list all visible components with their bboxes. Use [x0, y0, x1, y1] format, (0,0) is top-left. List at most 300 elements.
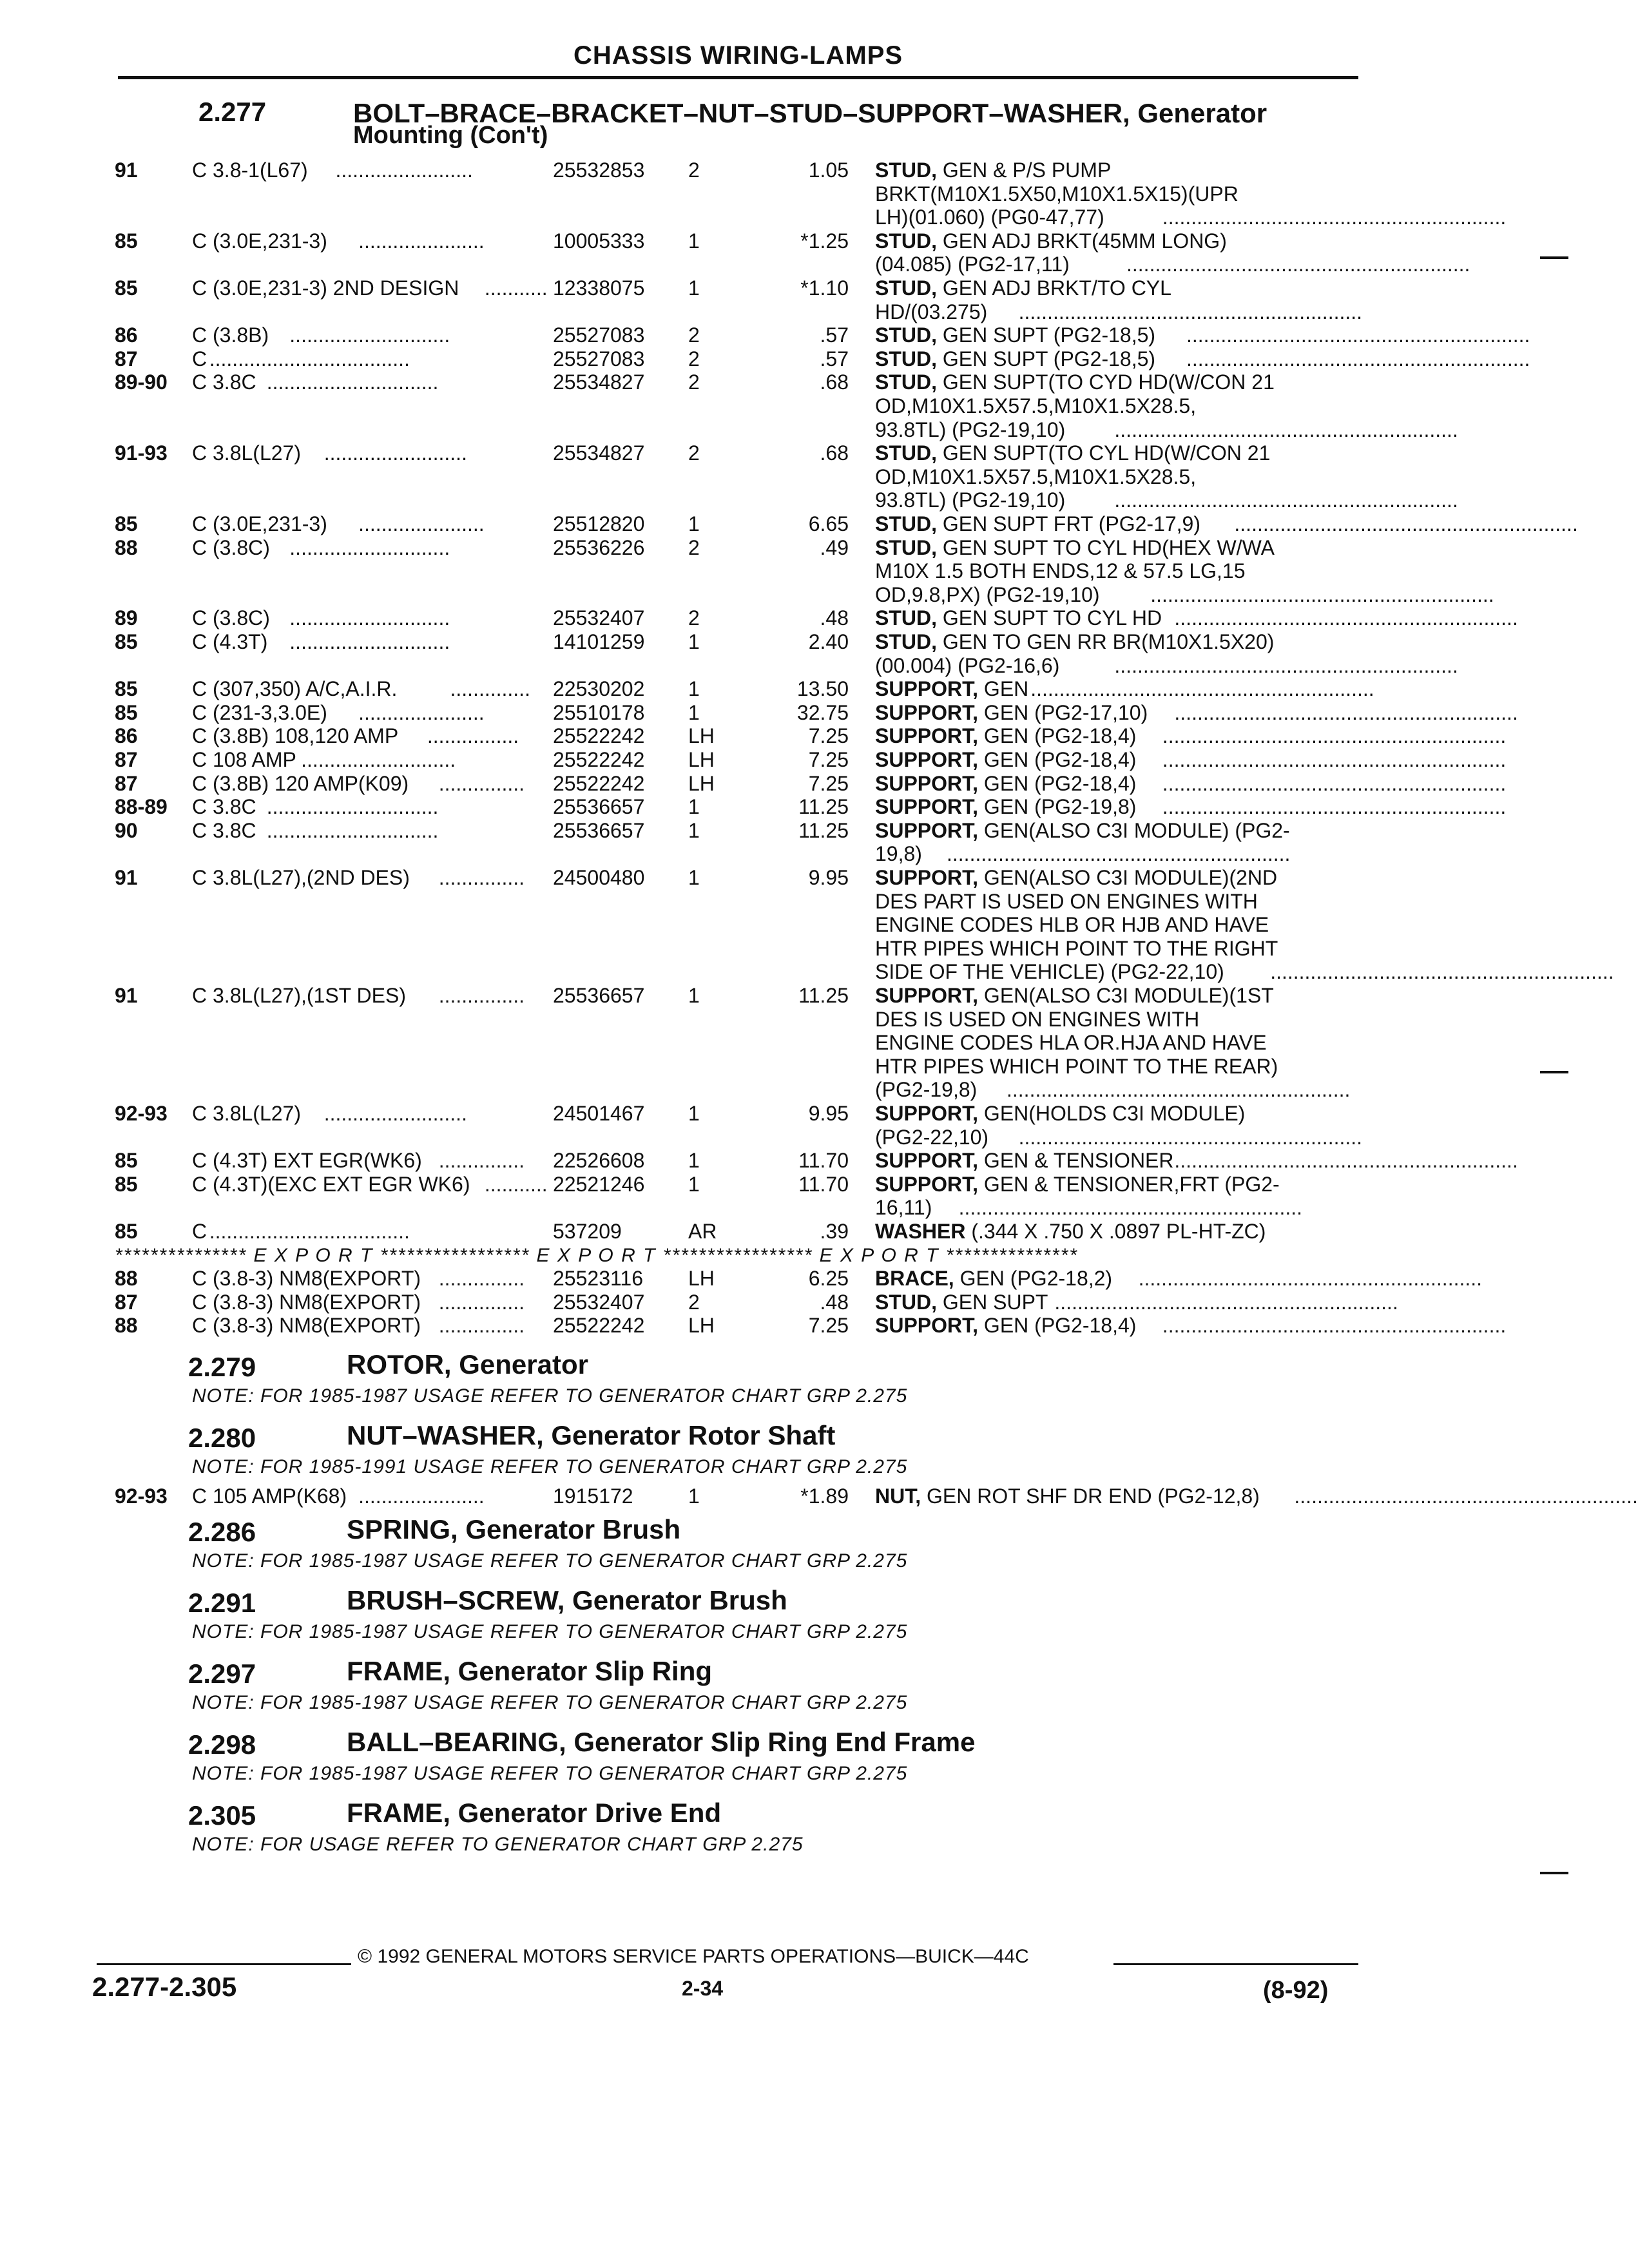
row-item-name: STUD, — [875, 229, 937, 253]
row-item-name: BRACE, — [875, 1267, 954, 1291]
row-year: 85 — [115, 700, 138, 724]
row-item-name: SUPPORT, — [875, 795, 979, 819]
row-year: 88-89 — [115, 795, 168, 819]
row-year: 91 — [115, 866, 138, 889]
row-part-number: 25523116 — [553, 1267, 643, 1291]
model-dot-leader: ............... — [432, 1290, 525, 1314]
row-price: 11.70 — [798, 1172, 849, 1196]
row-price: 6.65 — [808, 512, 849, 535]
row-quantity: 1 — [688, 276, 700, 300]
row-part-number: 22526608 — [553, 1149, 645, 1173]
description-dot-leader: ............................................................ — [1162, 206, 1507, 229]
group-number: 2.298 — [188, 1729, 256, 1760]
row-description-cont — [875, 1055, 1278, 1079]
row-model: C (3.8-3) NM8(EXPORT) — [192, 1314, 421, 1338]
row-part-number: 25527083 — [553, 323, 645, 347]
row-description-cont — [875, 1078, 977, 1102]
row-description — [875, 984, 1274, 1008]
row-item-name: SUPPORT, — [875, 700, 979, 724]
row-description-cont — [875, 890, 1258, 914]
row-description-text: GEN (PG2-18,2) — [954, 1267, 1113, 1291]
model-dot-leader: ................ — [421, 724, 519, 748]
row-year: 86 — [115, 724, 138, 748]
row-part-number: 24500480 — [553, 866, 645, 889]
footer-date: (8-92) — [1263, 1977, 1329, 2004]
row-year: 89 — [115, 606, 138, 630]
row-description-cont — [875, 394, 1196, 418]
row-quantity: 1 — [688, 1485, 700, 1508]
row-model: C (3.8C) — [192, 535, 270, 559]
model-dot-leader: .............................. — [260, 370, 439, 394]
row-quantity: 2 — [688, 1290, 700, 1314]
row-quantity: LH — [688, 771, 715, 795]
row-quantity: 1 — [688, 1102, 700, 1125]
row-price: 2.40 — [808, 630, 849, 653]
row-description-cont — [875, 1126, 988, 1149]
description-dot-leader: ............................................................ — [1138, 1267, 1483, 1291]
row-year: 85 — [115, 630, 138, 653]
row-part-number: 25522242 — [553, 748, 645, 771]
group-title: ROTOR, Generator — [347, 1349, 588, 1379]
row-description-text: GEN ROT SHF DR END (PG2-12,8) — [921, 1485, 1260, 1508]
row-description-text: GEN (PG2-17,10) — [978, 700, 1148, 724]
row-quantity: 2 — [688, 159, 700, 182]
model-dot-leader: ............... — [432, 984, 525, 1007]
row-description-text: GEN (PG2-18,4) — [978, 724, 1137, 748]
group-note: NOTE: FOR 1985-1987 USAGE REFER TO GENERATOR CHART GRP 2.275 — [192, 1385, 908, 1407]
row-description-text: GEN TO GEN RR BR(M10X1.5X20) — [937, 630, 1275, 653]
row-description — [875, 370, 1275, 394]
row-description-text: GEN(ALSO C3I MODULE)(1ST — [978, 984, 1274, 1007]
description-dot-leader: ............................................................ — [1174, 1149, 1518, 1173]
row-part-number: 25534827 — [553, 370, 645, 394]
row-year: 88 — [115, 1314, 138, 1338]
row-year: 92-93 — [115, 1485, 168, 1508]
row-model: C (3.8B) — [192, 323, 269, 347]
group-number: 2.277 — [198, 97, 267, 127]
row-description-text: OD,9.8,PX) (PG2-19,10) — [875, 582, 1100, 606]
row-quantity: 1 — [688, 229, 700, 253]
row-item-name: SUPPORT, — [875, 771, 979, 795]
row-description-text: GEN & P/S PUMP — [937, 159, 1112, 182]
row-year: 85 — [115, 229, 138, 253]
row-price: .48 — [820, 606, 849, 630]
row-description-text: GEN SUPT FRT (PG2-17,9) — [937, 512, 1200, 535]
model-dot-leader: ............................ — [284, 323, 450, 347]
row-description-text: GEN ADJ BRKT/TO CYL — [937, 276, 1171, 300]
row-description-text: HD/(03.275) — [875, 300, 988, 323]
row-year: 86 — [115, 323, 138, 347]
row-item-name: SUPPORT, — [875, 1102, 979, 1125]
row-description-text: (PG2-19,8) — [875, 1078, 978, 1102]
row-year: 87 — [115, 748, 138, 771]
description-dot-leader: ............................................................ — [1018, 300, 1363, 323]
row-description-text: GEN SUPT — [937, 1290, 1048, 1314]
model-dot-leader: .............................. — [260, 818, 439, 842]
row-model: C 3.8L(L27) — [192, 1102, 301, 1125]
row-model: C 3.8-1(L67) — [192, 159, 308, 182]
row-quantity: 2 — [688, 441, 700, 465]
row-description-cont — [875, 465, 1196, 489]
row-description — [875, 701, 1148, 725]
row-year: 88 — [115, 535, 138, 559]
row-price: 1.05 — [808, 159, 849, 182]
description-dot-leader: ............................................................ — [1294, 1485, 1638, 1508]
description-dot-leader: ............................................................ — [1174, 606, 1518, 630]
row-model: C (3.8B) 120 AMP(K09) — [192, 771, 409, 795]
description-dot-leader: ............................................................ — [1162, 795, 1507, 819]
footer-page-number: 2-34 — [682, 1977, 724, 2000]
row-item-name: NUT, — [875, 1485, 921, 1508]
row-part-number: 25512820 — [553, 512, 645, 535]
row-price: *1.25 — [800, 229, 849, 253]
row-item-name: SUPPORT, — [875, 984, 979, 1007]
description-dot-leader: ............................................................ — [1114, 488, 1458, 512]
model-dot-leader: ............... — [432, 771, 525, 795]
row-price: 9.95 — [808, 1102, 849, 1125]
row-description-cont — [875, 937, 1278, 961]
row-year: 87 — [115, 1290, 138, 1314]
row-description — [875, 630, 1274, 654]
row-part-number: 25536657 — [553, 818, 645, 842]
model-dot-leader: ............................ — [284, 630, 450, 653]
description-dot-leader: ............................................................ — [1007, 1078, 1351, 1102]
row-model: C 3.8C — [192, 370, 256, 394]
row-model: C (4.3T) — [192, 630, 268, 653]
row-description-text: SIDE OF THE VEHICLE) (PG2-22,10) — [875, 960, 1224, 984]
row-item-name: SUPPORT, — [875, 818, 979, 842]
row-price: 11.70 — [798, 1149, 849, 1173]
row-year: 85 — [115, 276, 138, 300]
row-description — [875, 441, 1270, 465]
row-description-text: 93.8TL) (PG2-19,10) — [875, 488, 1066, 512]
row-model: C 3.8C — [192, 818, 256, 842]
row-description — [875, 1220, 1266, 1244]
description-dot-leader: ............................................................ — [1054, 1290, 1398, 1314]
row-price: 7.25 — [808, 724, 849, 748]
description-dot-leader: ............................................................ — [1162, 1314, 1507, 1338]
row-price: 6.25 — [808, 1267, 849, 1291]
row-description-text: 16,11) — [875, 1196, 932, 1220]
footer-copyright: © 1992 GENERAL MOTORS SERVICE PARTS OPERATIONS—BUICK—44C — [358, 1946, 1029, 1967]
row-part-number: 10005333 — [553, 229, 645, 253]
row-quantity: 1 — [688, 630, 700, 653]
row-quantity: LH — [688, 1314, 715, 1338]
row-description — [875, 276, 1171, 300]
row-price: .48 — [820, 1290, 849, 1314]
row-description-cont — [875, 913, 1269, 937]
row-description-text: GEN SUPT (PG2-18,5) — [937, 323, 1156, 347]
description-dot-leader: ............................................................ — [1174, 700, 1518, 724]
row-description-text: DES IS USED ON ENGINES WITH — [875, 1007, 1200, 1031]
row-description — [875, 1314, 1136, 1338]
row-description-text: GEN & TENSIONER — [978, 1149, 1174, 1173]
row-model: C 3.8L(L27),(1ST DES) — [192, 984, 406, 1007]
row-description-text: (PG2-22,10) — [875, 1125, 989, 1149]
row-price: *1.89 — [800, 1485, 849, 1508]
row-description-text: (04.085) (PG2-17,11) — [875, 253, 1070, 276]
row-year: 89-90 — [115, 370, 168, 394]
row-year: 87 — [115, 771, 138, 795]
row-part-number: 12338075 — [553, 276, 645, 300]
row-description-text: HTR PIPES WHICH POINT TO THE REAR) — [875, 1054, 1278, 1078]
group-note: NOTE: FOR 1985-1987 USAGE REFER TO GENERATOR CHART GRP 2.275 — [192, 1550, 908, 1571]
row-description-text: (.344 X .750 X .0897 PL-HT-ZC) — [965, 1220, 1266, 1243]
row-model: C 105 AMP(K68) — [192, 1485, 347, 1508]
row-description-text: (00.004) (PG2-16,6) — [875, 653, 1060, 677]
description-dot-leader: ............................................................ — [1018, 1125, 1363, 1149]
description-dot-leader: ............................................................ — [1162, 748, 1507, 771]
row-model: C (3.8C) — [192, 606, 270, 630]
row-description-text: GEN SUPT(TO CYD HD(W/CON 21 — [937, 370, 1275, 394]
row-model: C (3.0E,231-3) — [192, 512, 327, 535]
row-quantity: 1 — [688, 700, 700, 724]
row-description — [875, 866, 1277, 890]
header-rule — [118, 76, 1358, 79]
row-part-number: 22521246 — [553, 1172, 645, 1196]
group-number: 2.286 — [188, 1517, 256, 1547]
row-price: *1.10 — [800, 276, 849, 300]
row-description-text: HTR PIPES WHICH POINT TO THE RIGHT — [875, 936, 1278, 960]
row-description-text: GEN ADJ BRKT(45MM LONG) — [937, 229, 1227, 253]
row-year: 91 — [115, 159, 138, 182]
group-number: 2.291 — [188, 1588, 256, 1618]
row-quantity: LH — [688, 748, 715, 771]
group-title: BALL–BEARING, Generator Slip Ring End Frame — [347, 1727, 976, 1757]
row-quantity: LH — [688, 724, 715, 748]
description-dot-leader: ............................................................ — [1114, 418, 1458, 441]
row-description — [875, 347, 1155, 371]
row-item-name: STUD, — [875, 441, 937, 465]
row-part-number: 25536226 — [553, 535, 645, 559]
row-description — [875, 748, 1136, 772]
row-description — [875, 1485, 1260, 1508]
model-dot-leader: ...................... — [352, 700, 485, 724]
row-model: C (231-3,3.0E) — [192, 700, 327, 724]
row-description — [875, 1173, 1280, 1196]
description-dot-leader: ............................................................ — [958, 1196, 1303, 1220]
row-price: .57 — [820, 347, 849, 370]
row-description — [875, 795, 1136, 819]
model-dot-leader: ........... — [479, 276, 548, 300]
row-price: 11.25 — [798, 818, 849, 842]
description-dot-leader: ............................................................ — [947, 842, 1291, 866]
row-description-cont — [875, 206, 1104, 229]
model-dot-leader: ............................ — [284, 535, 450, 559]
row-year: 91-93 — [115, 441, 168, 465]
footer-rule-right — [1113, 1963, 1358, 1965]
row-item-name: STUD, — [875, 1290, 937, 1314]
model-dot-leader: ............... — [432, 866, 525, 889]
row-description — [875, 536, 1275, 560]
row-part-number: 25532853 — [553, 159, 645, 182]
row-price: .57 — [820, 323, 849, 347]
model-dot-leader: ............... — [432, 1267, 525, 1291]
group-title: FRAME, Generator Slip Ring — [347, 1656, 713, 1686]
row-item-name: STUD, — [875, 159, 937, 182]
row-part-number: 25522242 — [553, 1314, 645, 1338]
row-description-text: GEN SUPT TO CYL HD(HEX W/WA — [937, 535, 1275, 559]
row-price: .68 — [820, 370, 849, 394]
row-description-text: BRKT(M10X1.5X50,M10X1.5X15)(UPR — [875, 182, 1238, 206]
row-description-cont — [875, 1196, 932, 1220]
row-part-number: 24501467 — [553, 1102, 645, 1125]
row-description-text: M10X 1.5 BOTH ENDS,12 & 57.5 LG,15 — [875, 559, 1246, 583]
row-item-name: SUPPORT, — [875, 866, 979, 889]
margin-mark — [1540, 1872, 1568, 1874]
row-description — [875, 677, 1028, 701]
group-number: 2.280 — [188, 1423, 256, 1453]
row-part-number: 25536657 — [553, 984, 645, 1007]
row-item-name: STUD, — [875, 606, 937, 630]
row-description — [875, 1102, 1245, 1126]
margin-mark — [1540, 256, 1568, 259]
row-item-name: STUD, — [875, 370, 937, 394]
row-quantity: 1 — [688, 1149, 700, 1173]
row-part-number: 25522242 — [553, 771, 645, 795]
row-description-text: GEN(ALSO C3I MODULE)(2ND — [978, 866, 1278, 889]
group-title: FRAME, Generator Drive End — [347, 1798, 722, 1828]
description-dot-leader: ............................................................ — [1150, 582, 1494, 606]
row-model: C (3.0E,231-3) 2ND DESIGN — [192, 276, 459, 300]
row-year: 85 — [115, 677, 138, 701]
row-model: C — [192, 1220, 207, 1243]
row-description-text: LH)(01.060) (PG0-47,77) — [875, 206, 1104, 229]
row-quantity: 2 — [688, 606, 700, 630]
row-part-number: 25532407 — [553, 606, 645, 630]
row-price: 7.25 — [808, 748, 849, 771]
row-description-text: DES PART IS USED ON ENGINES WITH — [875, 889, 1258, 913]
row-description-text: GEN SUPT(TO CYL HD(W/CON 21 — [937, 441, 1271, 465]
model-dot-leader: ........................... — [295, 748, 456, 771]
row-description-cont — [875, 1008, 1199, 1032]
model-dot-leader: ............................ — [284, 606, 450, 630]
row-model: C (4.3T) EXT EGR(WK6) — [192, 1149, 422, 1173]
row-item-name: SUPPORT, — [875, 677, 979, 701]
row-year: 90 — [115, 818, 138, 842]
row-description-cont — [875, 1031, 1267, 1055]
row-model: C (3.8B) 108,120 AMP — [192, 724, 399, 748]
row-price: 13.50 — [796, 677, 849, 701]
row-description-text: 19,8) — [875, 842, 922, 866]
row-item-name: STUD, — [875, 512, 937, 535]
model-dot-leader: ......................... — [318, 1102, 467, 1125]
row-description-text: GEN(HOLDS C3I MODULE) — [978, 1102, 1246, 1125]
row-year: 85 — [115, 512, 138, 535]
row-item-name: SUPPORT, — [875, 1149, 979, 1173]
group-note: NOTE: FOR 1985-1987 USAGE REFER TO GENERATOR CHART GRP 2.275 — [192, 1692, 908, 1713]
row-price: .68 — [820, 441, 849, 465]
row-model: C (307,350) A/C,A.I.R. — [192, 677, 398, 701]
row-description-cont — [875, 418, 1065, 442]
row-part-number: 14101259 — [553, 630, 645, 653]
row-part-number: 25534827 — [553, 441, 645, 465]
row-description-cont — [875, 559, 1246, 583]
row-part-number: 1915172 — [553, 1485, 633, 1508]
row-quantity: 1 — [688, 795, 700, 819]
margin-mark — [1540, 1071, 1568, 1073]
row-part-number: 25522242 — [553, 724, 645, 748]
row-description-cont — [875, 654, 1059, 678]
row-description — [875, 724, 1136, 748]
model-dot-leader: .............................. — [260, 795, 439, 819]
row-description-text: GEN & TENSIONER,FRT (PG2- — [978, 1172, 1280, 1196]
row-part-number: 537209 — [553, 1220, 622, 1243]
footer-rule-left — [97, 1963, 351, 1965]
group-note: NOTE: FOR USAGE REFER TO GENERATOR CHART GRP 2.275 — [192, 1834, 804, 1855]
row-description-text: ENGINE CODES HLB OR HJB AND HAVE — [875, 913, 1269, 937]
row-description — [875, 1267, 1112, 1291]
description-dot-leader: ............................................................ — [1186, 323, 1530, 347]
model-dot-leader: ............... — [432, 1314, 525, 1338]
row-year: 92-93 — [115, 1102, 168, 1125]
row-quantity: 1 — [688, 1172, 700, 1196]
row-item-name: STUD, — [875, 630, 937, 653]
row-quantity: LH — [688, 1267, 715, 1291]
description-dot-leader: ............................................................ — [1126, 253, 1470, 276]
row-item-name: SUPPORT, — [875, 724, 979, 748]
row-price: 7.25 — [808, 771, 849, 795]
row-quantity: 2 — [688, 347, 700, 370]
group-title: BRUSH–SCREW, Generator Brush — [347, 1585, 787, 1615]
model-dot-leader: ........... — [479, 1172, 548, 1196]
description-dot-leader: ............................................................ — [1114, 653, 1458, 677]
row-part-number: 25532407 — [553, 1290, 645, 1314]
description-dot-leader: ............................................................ — [1234, 512, 1578, 535]
row-description-text: 93.8TL) (PG2-19,10) — [875, 418, 1066, 441]
row-model: C 3.8C — [192, 795, 256, 819]
row-description — [875, 323, 1155, 347]
row-description-text: GEN (PG2-18,4) — [978, 1314, 1137, 1338]
group-note: NOTE: FOR 1985-1991 USAGE REFER TO GENERATOR CHART GRP 2.275 — [192, 1456, 908, 1477]
row-description — [875, 819, 1290, 843]
row-description — [875, 772, 1136, 796]
group-number: 2.279 — [188, 1352, 256, 1382]
model-dot-leader: ........................ — [329, 159, 473, 182]
model-dot-leader: ................................... — [203, 1220, 410, 1243]
row-item-name: STUD, — [875, 347, 937, 370]
row-part-number: 25510178 — [553, 700, 645, 724]
row-price: .39 — [820, 1220, 849, 1243]
row-description-text: OD,M10X1.5X57.5,M10X1.5X28.5, — [875, 394, 1197, 418]
row-description-cont — [875, 300, 987, 324]
row-description-cont — [875, 842, 922, 866]
row-quantity: 2 — [688, 535, 700, 559]
row-description — [875, 1291, 1048, 1314]
row-model: C 108 AMP — [192, 748, 296, 771]
row-quantity: 1 — [688, 866, 700, 889]
row-part-number: 22530202 — [553, 677, 645, 701]
group-note: NOTE: FOR 1985-1987 USAGE REFER TO GENERATOR CHART GRP 2.275 — [192, 1763, 908, 1784]
row-year: 85 — [115, 1220, 138, 1243]
row-description — [875, 229, 1227, 253]
row-model: C (3.0E,231-3) — [192, 229, 327, 253]
row-year: 85 — [115, 1149, 138, 1173]
row-description-cont — [875, 960, 1224, 984]
row-model: C 3.8L(L27),(2ND DES) — [192, 866, 410, 889]
row-quantity: 1 — [688, 677, 700, 701]
row-description-text: OD,M10X1.5X57.5,M10X1.5X28.5, — [875, 465, 1197, 488]
row-item-name: SUPPORT, — [875, 748, 979, 771]
export-banner: *************** E X P O R T ***************** E X P O R T ***************** E X P O R T *************** — [115, 1244, 1078, 1266]
row-quantity: 1 — [688, 512, 700, 535]
row-description-text: GEN (PG2-18,4) — [978, 771, 1137, 795]
row-quantity: AR — [688, 1220, 717, 1243]
group-note: NOTE: FOR 1985-1987 USAGE REFER TO GENERATOR CHART GRP 2.275 — [192, 1621, 908, 1642]
group-title: NUT–WASHER, Generator Rotor Shaft — [347, 1420, 836, 1450]
row-year: 87 — [115, 347, 138, 370]
row-description — [875, 1149, 1174, 1173]
